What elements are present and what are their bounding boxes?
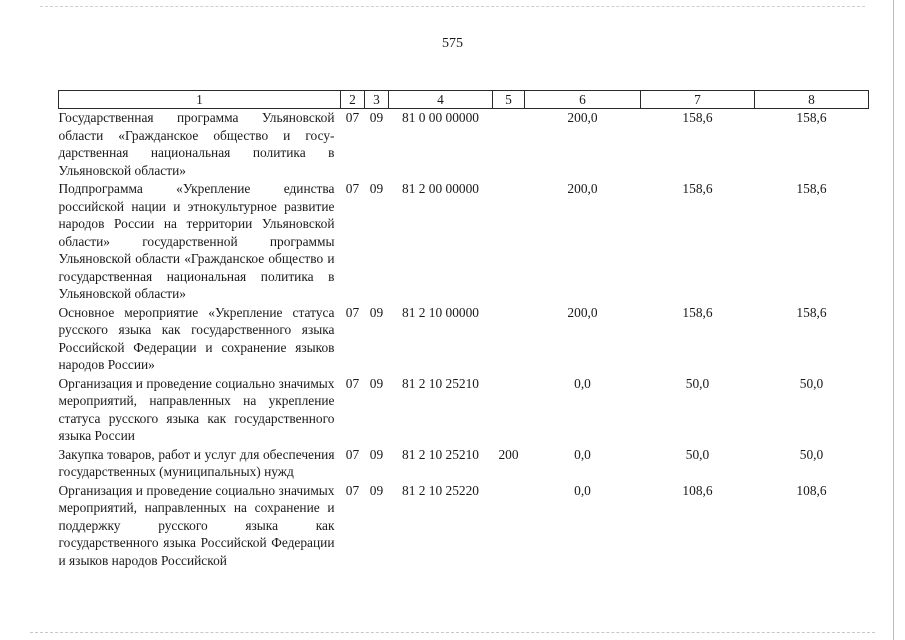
table-row xyxy=(59,304,869,375)
row-target-code: 81 2 10 25210 xyxy=(402,375,479,391)
row-subsection: 09 xyxy=(369,446,384,462)
budget-table xyxy=(58,90,869,570)
table-row xyxy=(59,482,869,571)
row-section: 07 xyxy=(345,110,360,125)
page-number: 575 xyxy=(442,36,463,51)
row-value-col6: 0,0 xyxy=(574,482,591,498)
scan-edge-bottom xyxy=(30,632,875,633)
row-section: 07 xyxy=(345,446,360,462)
row-subsection: 09 xyxy=(369,375,384,391)
row-subsection: 09 xyxy=(369,482,384,498)
row-name: Организация и проведение социально значимых мероприятий, направленных на укрепление статуса русского языка как государственного языка России xyxy=(58,375,335,443)
row-value-col6: 200,0 xyxy=(567,304,598,320)
row-value-col8: 50,0 xyxy=(799,375,824,391)
header-col-8: 8 xyxy=(755,91,869,109)
row-value-col7: 158,6 xyxy=(682,304,713,320)
row-expense-type: 200 xyxy=(498,446,519,462)
row-name: Подпрограмма «Укрепление единства российской нации и этнокультурное развитие народов России на территории Ульяновской области» государственной программы Ульяновской области «Гражданское общество и государственная национальная политика в Ульяновской области» xyxy=(58,181,335,301)
header-col-7: 7 xyxy=(641,91,755,109)
row-name: Организация и проведение социально значимых мероприятий, направленных на сохранение и поддержку русского языка как государственного языка Российской Федерации и языков народов Российской xyxy=(58,482,335,568)
row-subsection: 09 xyxy=(369,181,384,196)
row-target-code: 81 2 10 00000 xyxy=(402,304,479,320)
row-section: 07 xyxy=(345,181,360,196)
row-value-col6: 0,0 xyxy=(574,446,591,462)
row-section: 07 xyxy=(345,482,360,498)
row-target-code: 81 2 00 00000 xyxy=(402,181,479,196)
header-col-5: 5 xyxy=(493,91,525,109)
row-subsection: 09 xyxy=(369,110,384,125)
row-section: 07 xyxy=(345,304,360,320)
header-col-1: 1 xyxy=(59,91,341,109)
row-value-col6: 0,0 xyxy=(574,375,591,391)
header-col-3: 3 xyxy=(365,91,389,109)
row-target-code: 81 2 10 25220 xyxy=(402,482,479,498)
row-name: Государственная программа Ульяновской области «Гражданское общество и государственная национальная политика в Ульяновской области» xyxy=(58,110,335,178)
row-value-col6: 200,0 xyxy=(567,181,598,196)
row-section: 07 xyxy=(345,375,360,391)
row-name: Закупка товаров, работ и услуг для обеспечения государственных (муниципальных) нужд xyxy=(58,446,335,479)
row-expense-type xyxy=(493,482,525,571)
table-row xyxy=(59,375,869,446)
row-expense-type xyxy=(493,304,525,375)
row-target-code: 81 0 00 00000 xyxy=(402,110,479,125)
row-value-col7: 50,0 xyxy=(685,375,710,391)
row-subsection: 09 xyxy=(369,304,384,320)
row-value-col7: 50,0 xyxy=(685,446,710,462)
row-name: Основное мероприятие «Укрепление статуса русского языка как государственного языка Российской Федерации и сохранение языков народов России» xyxy=(58,304,335,372)
table-row xyxy=(59,180,869,304)
row-value-col6: 200,0 xyxy=(567,110,598,125)
header-col-4: 4 xyxy=(389,91,493,109)
header-col-2: 2 xyxy=(341,91,365,109)
row-value-col7: 108,6 xyxy=(682,482,713,498)
row-target-code: 81 2 10 25210 xyxy=(402,446,479,462)
table-header-row xyxy=(59,91,869,109)
row-value-col8: 108,6 xyxy=(796,482,827,498)
row-expense-type xyxy=(493,109,525,181)
table-row xyxy=(59,446,869,482)
row-value-col8: 158,6 xyxy=(796,304,827,320)
row-expense-type xyxy=(493,375,525,446)
scan-edge-top xyxy=(40,6,865,7)
header-col-6: 6 xyxy=(525,91,641,109)
table-row xyxy=(59,109,869,181)
row-value-col8: 50,0 xyxy=(799,446,824,462)
scan-edge-right xyxy=(893,0,894,640)
row-value-col8: 158,6 xyxy=(796,181,827,196)
row-value-col8: 158,6 xyxy=(796,110,827,125)
row-value-col7: 158,6 xyxy=(682,181,713,196)
row-value-col7: 158,6 xyxy=(682,110,713,125)
row-expense-type xyxy=(493,180,525,304)
